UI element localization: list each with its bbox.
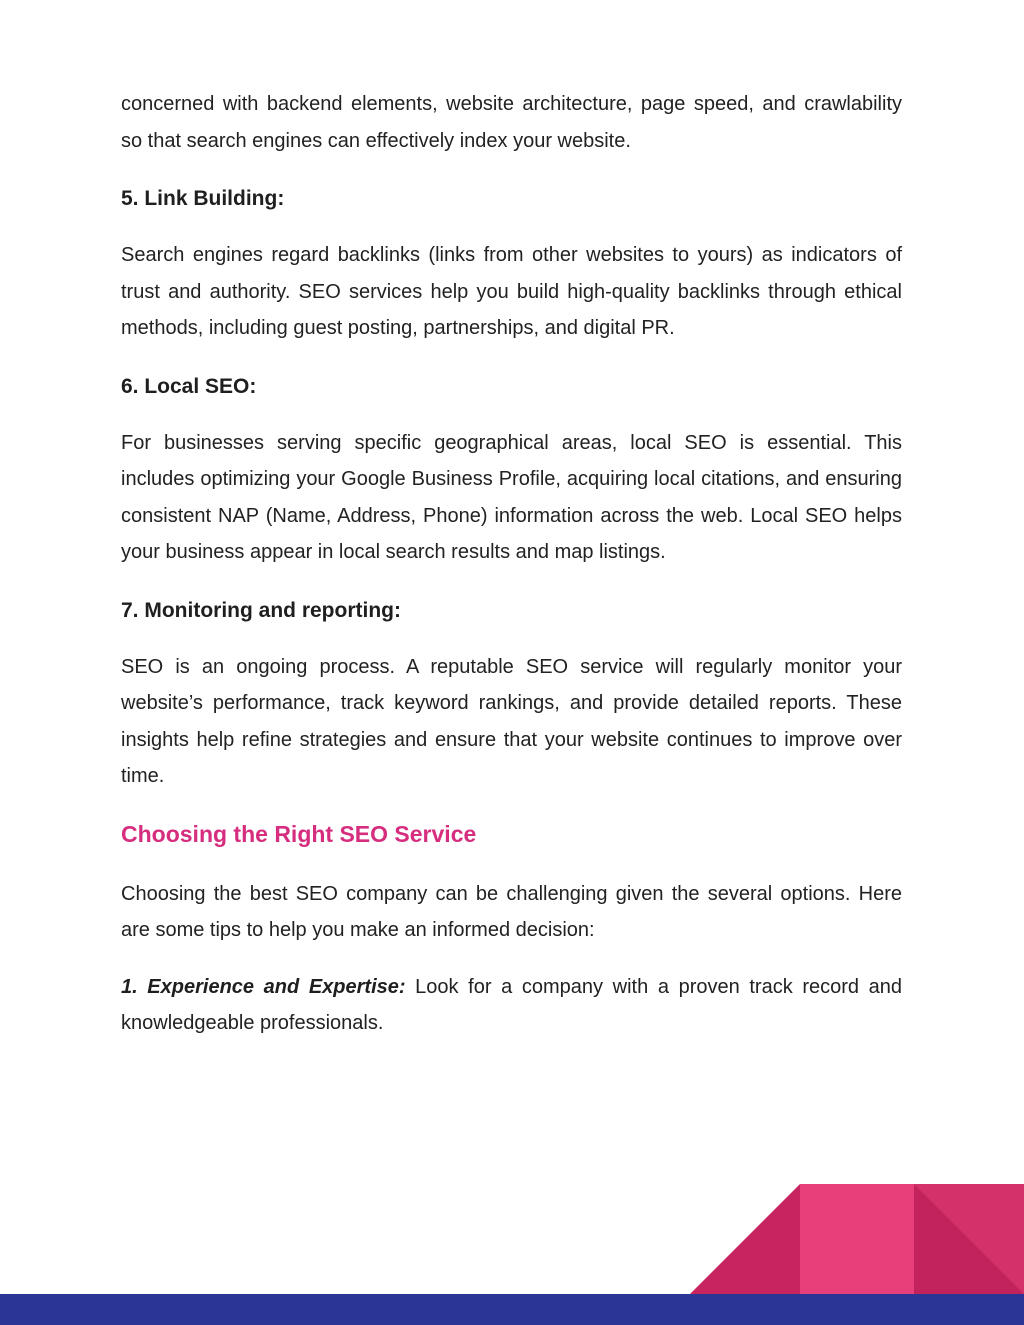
tip-label: 1. Experience and Expertise: xyxy=(121,975,406,998)
link-building-heading: 5. Link Building: xyxy=(121,187,285,210)
intro-paragraph: concerned with backend elements, website architecture, page speed, and crawlability so that search engines can effectively index your website. xyxy=(121,93,902,152)
local-seo-paragraph: For businesses serving specific geographical areas, local SEO is essential. This includes optimizing your Google Business Profile, acquiring local citations, and ensuring consistent NAP (Name, Address, Phone) information across the web. Local SEO helps your business appear in local search results and map listings. xyxy=(121,431,902,563)
footer-decoration xyxy=(690,1184,1024,1294)
footer-bar xyxy=(0,1294,1024,1325)
tip-text: Look for a company with a proven track record and knowledgeable professionals. xyxy=(121,975,902,1034)
tip-item xyxy=(121,969,902,1042)
link-building-paragraph: Search engines regard backlinks (links from other websites to yours) as indicators of trust and authority. SEO services help you build high-quality backlinks through ethical methods, including guest posting, partnerships, and digital PR. xyxy=(121,244,902,339)
choosing-paragraph: Choosing the best SEO company can be challenging given the several options. Here are some tips to help you make an informed decision: xyxy=(121,882,902,941)
page-content xyxy=(121,86,902,1042)
footer-deco-left-triangle xyxy=(690,1184,800,1294)
monitoring-paragraph: SEO is an ongoing process. A reputable SEO service will regularly monitor your website’s performance, track keyword rankings, and provide detailed reports. These insights help refine strategies and ensure that your website continues to improve over time. xyxy=(121,655,902,787)
footer-deco-center-block xyxy=(800,1184,914,1294)
choosing-section-title: Choosing the Right SEO Service xyxy=(121,820,477,847)
local-seo-heading: 6. Local SEO: xyxy=(121,374,257,398)
monitoring-heading: 7. Monitoring and reporting: xyxy=(121,598,401,622)
